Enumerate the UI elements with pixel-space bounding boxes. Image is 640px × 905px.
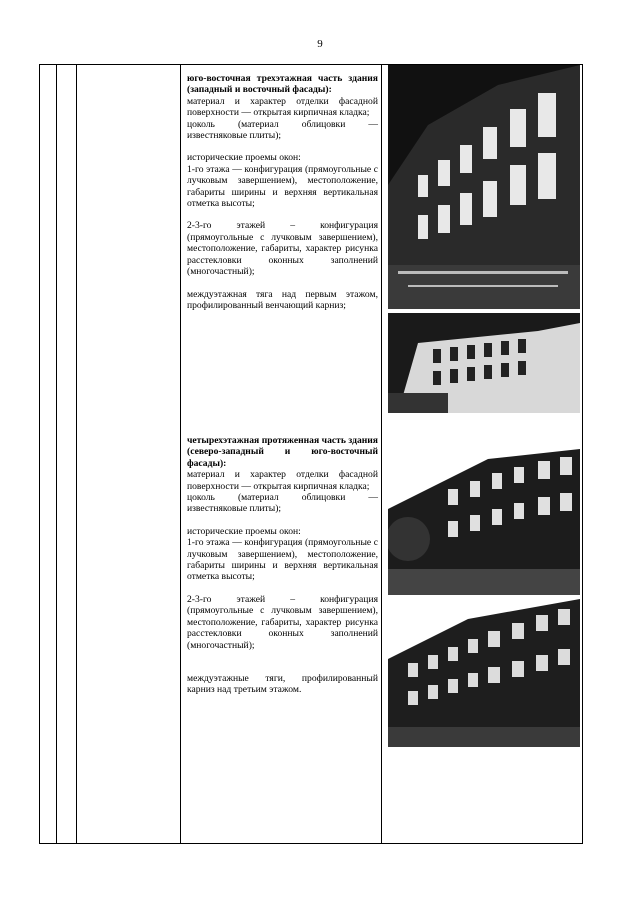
section-2-plinth: цоколь (материал облицовки — известняковые плиты); — [187, 492, 378, 515]
building-photo-3 — [388, 449, 580, 595]
building-photo-1 — [388, 65, 580, 309]
document-table — [39, 64, 583, 844]
section-1-text — [187, 73, 378, 311]
section-2-material: материал и характер отделки фасадной поверхности — открытая кирпичная кладка; — [187, 469, 378, 492]
building-photo-4 — [388, 599, 580, 747]
section-1-plinth: цоколь (материал облицовки — известняковые плиты); — [187, 118, 378, 142]
section-2-floor23: 2-3-го этажей – конфигурация (прямоугольные с лучковым завершением), местоположение, габариты, характер рисунка расстекловки оконных заполнений (многочастный); — [187, 593, 378, 651]
section-2-floor1: 1-го этажа — конфигурация (прямоугольные с лучковым завершением), местоположение, габариты ширины и верхняя вертикальная отметка высоты; — [187, 537, 378, 583]
column-divider — [76, 65, 77, 843]
section-2-heading: четырехэтажная протяженная часть здания (северо-западный и юго-восточный фасады): — [187, 435, 378, 469]
column-divider — [180, 65, 181, 843]
section-2-windows-heading: исторические проемы окон: — [187, 525, 301, 537]
column-divider — [381, 65, 382, 843]
section-1-floor1: 1-го этажа — конфигурация (прямоугольные с лучковым завершением), местоположение, габариты ширины и верхняя вертикальная отметка высоты; — [187, 163, 378, 210]
section-2-text — [187, 435, 378, 696]
section-1-material: материал и характер отделки фасадной поверхности — открытая кирпичная кладка; — [187, 95, 378, 119]
section-1-heading: юго-восточная трехэтажная часть здания (западный и восточный фасады): — [187, 73, 378, 96]
column-divider — [56, 65, 57, 843]
building-photo-2 — [388, 313, 580, 413]
section-1-cornice: междуэтажная тяга над первым этажом, профилированный венчающий карниз; — [187, 288, 378, 311]
page-number: 9 — [317, 38, 323, 50]
section-1-windows-heading: исторические проемы окон: — [187, 152, 301, 164]
section-2-cornice: междуэтажные тяги, профилированный карниз над третьим этажом. — [187, 672, 378, 696]
section-1-floor23: 2-3-го этажей – конфигурация (прямоугольные с лучковым завершением), местоположение, габариты, характер рисунка расстекловки оконных заполнений (многочастный); — [187, 220, 378, 278]
